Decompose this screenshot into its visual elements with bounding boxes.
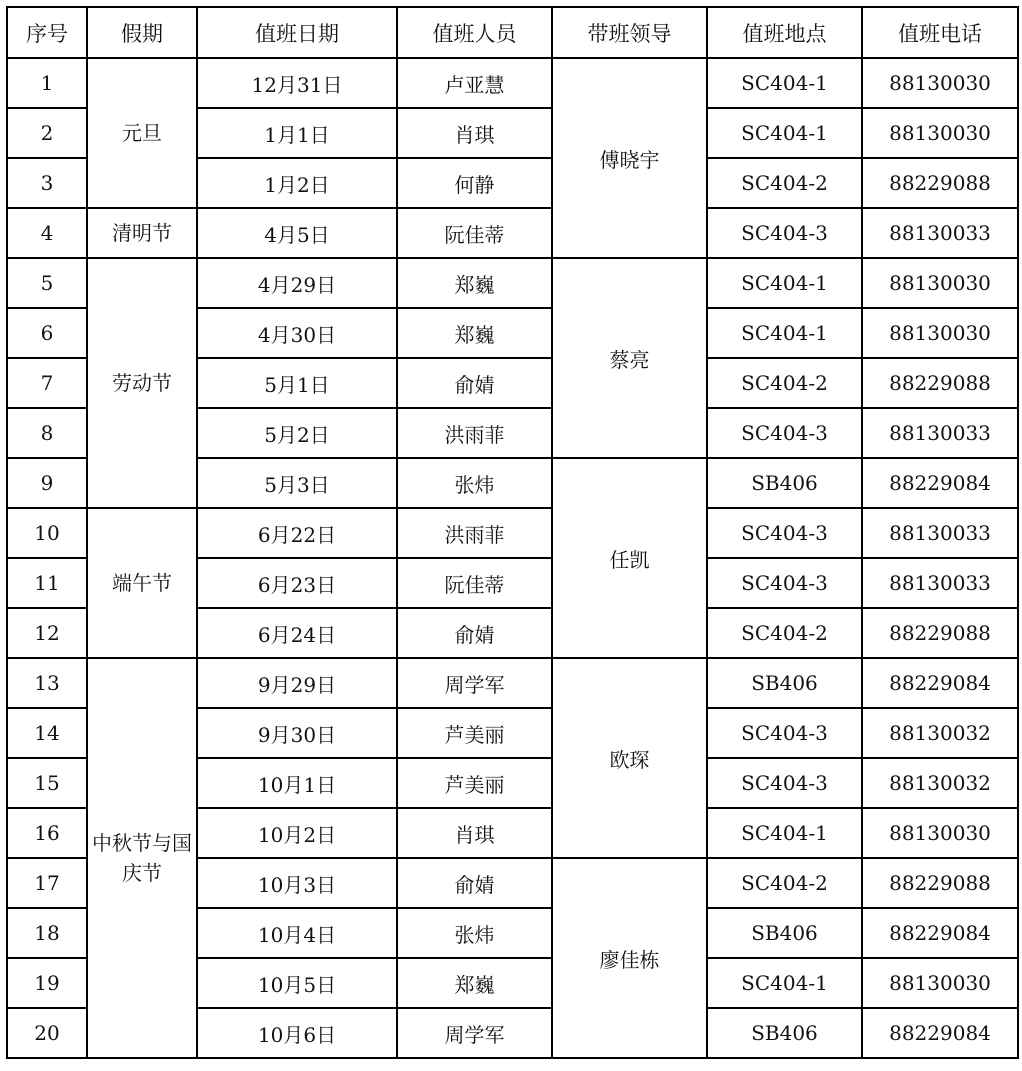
cell-date: 12月31日: [197, 58, 397, 108]
cell-phone: 88130033: [862, 508, 1018, 558]
cell-holiday: 端午节: [87, 508, 197, 658]
cell-person: 洪雨菲: [397, 408, 552, 458]
cell-holiday: 元旦: [87, 58, 197, 208]
header-no: 序号: [7, 7, 87, 58]
cell-date: 5月3日: [197, 458, 397, 508]
cell-date: 1月2日: [197, 158, 397, 208]
cell-leader: 廖佳栋: [552, 858, 707, 1058]
cell-date: 1月1日: [197, 108, 397, 158]
cell-phone: 88130032: [862, 758, 1018, 808]
cell-place: SC404-1: [707, 58, 862, 108]
cell-no: 8: [7, 408, 87, 458]
cell-leader: 任凯: [552, 458, 707, 658]
cell-date: 10月6日: [197, 1008, 397, 1058]
cell-no: 6: [7, 308, 87, 358]
cell-leader: 欧琛: [552, 658, 707, 858]
cell-place: SB406: [707, 458, 862, 508]
table-row: [7, 208, 1018, 258]
cell-place: SC404-2: [707, 858, 862, 908]
cell-place: SC404-1: [707, 108, 862, 158]
cell-person: 张炜: [397, 908, 552, 958]
cell-place: SC404-2: [707, 608, 862, 658]
cell-place: SC404-2: [707, 358, 862, 408]
cell-no: 7: [7, 358, 87, 408]
cell-no: 13: [7, 658, 87, 708]
cell-place: SC404-3: [707, 408, 862, 458]
cell-no: 18: [7, 908, 87, 958]
cell-date: 10月5日: [197, 958, 397, 1008]
cell-place: SC404-1: [707, 308, 862, 358]
cell-person: 卢亚慧: [397, 58, 552, 108]
cell-phone: 88130033: [862, 558, 1018, 608]
cell-phone: 88229084: [862, 658, 1018, 708]
header-holiday: 假期: [87, 7, 197, 58]
cell-person: 郑巍: [397, 958, 552, 1008]
table-body: [7, 58, 1018, 1058]
table-row: [7, 258, 1018, 308]
cell-phone: 88229088: [862, 858, 1018, 908]
cell-person: 肖琪: [397, 108, 552, 158]
header-leader: 带班领导: [552, 7, 707, 58]
cell-phone: 88130030: [862, 958, 1018, 1008]
cell-person: 洪雨菲: [397, 508, 552, 558]
cell-no: 15: [7, 758, 87, 808]
cell-phone: 88130030: [862, 108, 1018, 158]
cell-place: SC404-3: [707, 708, 862, 758]
cell-person: 肖琪: [397, 808, 552, 858]
cell-person: 郑巍: [397, 258, 552, 308]
cell-phone: 88130033: [862, 408, 1018, 458]
cell-place: SC404-3: [707, 208, 862, 258]
cell-person: 俞婧: [397, 858, 552, 908]
cell-date: 6月24日: [197, 608, 397, 658]
cell-person: 周学军: [397, 658, 552, 708]
cell-phone: 88229088: [862, 158, 1018, 208]
cell-phone: 88229088: [862, 358, 1018, 408]
cell-no: 17: [7, 858, 87, 908]
cell-place: SB406: [707, 1008, 862, 1058]
cell-phone: 88229084: [862, 908, 1018, 958]
cell-date: 10月3日: [197, 858, 397, 908]
cell-date: 4月5日: [197, 208, 397, 258]
cell-phone: 88229088: [862, 608, 1018, 658]
cell-no: 1: [7, 58, 87, 108]
cell-date: 5月2日: [197, 408, 397, 458]
cell-no: 3: [7, 158, 87, 208]
cell-phone: 88130033: [862, 208, 1018, 258]
cell-no: 11: [7, 558, 87, 608]
cell-person: 郑巍: [397, 308, 552, 358]
cell-no: 4: [7, 208, 87, 258]
cell-person: 张炜: [397, 458, 552, 508]
header-phone: 值班电话: [862, 7, 1018, 58]
cell-phone: 88130032: [862, 708, 1018, 758]
cell-no: 14: [7, 708, 87, 758]
cell-holiday: 劳动节: [87, 258, 197, 508]
header-date: 值班日期: [197, 7, 397, 58]
cell-date: 6月23日: [197, 558, 397, 608]
cell-no: 9: [7, 458, 87, 508]
cell-phone: 88229084: [862, 1008, 1018, 1058]
cell-phone: 88229084: [862, 458, 1018, 508]
cell-phone: 88130030: [862, 808, 1018, 858]
cell-holiday: 清明节: [87, 208, 197, 258]
cell-date: 4月30日: [197, 308, 397, 358]
cell-place: SC404-1: [707, 958, 862, 1008]
cell-person: 俞婧: [397, 358, 552, 408]
cell-date: 10月1日: [197, 758, 397, 808]
cell-holiday: 中秋节与国庆节: [87, 658, 197, 1058]
cell-date: 10月2日: [197, 808, 397, 858]
cell-place: SC404-3: [707, 758, 862, 808]
cell-phone: 88130030: [862, 258, 1018, 308]
cell-place: SB406: [707, 908, 862, 958]
cell-date: 10月4日: [197, 908, 397, 958]
cell-place: SC404-1: [707, 808, 862, 858]
cell-leader: 蔡亮: [552, 258, 707, 458]
cell-no: 10: [7, 508, 87, 558]
cell-place: SC404-3: [707, 558, 862, 608]
cell-leader: 傅晓宇: [552, 58, 707, 258]
header-place: 值班地点: [707, 7, 862, 58]
table-row: [7, 508, 1018, 558]
cell-person: 芦美丽: [397, 708, 552, 758]
table-header-row: [7, 7, 1018, 58]
table-row: [7, 58, 1018, 108]
cell-date: 9月29日: [197, 658, 397, 708]
cell-place: SC404-3: [707, 508, 862, 558]
cell-date: 4月29日: [197, 258, 397, 308]
cell-no: 16: [7, 808, 87, 858]
cell-date: 6月22日: [197, 508, 397, 558]
duty-schedule-table: [6, 6, 1019, 1059]
cell-date: 9月30日: [197, 708, 397, 758]
cell-no: 12: [7, 608, 87, 658]
cell-person: 周学军: [397, 1008, 552, 1058]
cell-no: 2: [7, 108, 87, 158]
cell-date: 5月1日: [197, 358, 397, 408]
cell-person: 阮佳蒂: [397, 208, 552, 258]
cell-place: SB406: [707, 658, 862, 708]
cell-place: SC404-1: [707, 258, 862, 308]
cell-person: 芦美丽: [397, 758, 552, 808]
cell-place: SC404-2: [707, 158, 862, 208]
cell-person: 何静: [397, 158, 552, 208]
cell-no: 19: [7, 958, 87, 1008]
table-row: [7, 658, 1018, 708]
cell-phone: 88130030: [862, 308, 1018, 358]
cell-person: 俞婧: [397, 608, 552, 658]
cell-no: 20: [7, 1008, 87, 1058]
cell-person: 阮佳蒂: [397, 558, 552, 608]
cell-no: 5: [7, 258, 87, 308]
cell-phone: 88130030: [862, 58, 1018, 108]
header-person: 值班人员: [397, 7, 552, 58]
